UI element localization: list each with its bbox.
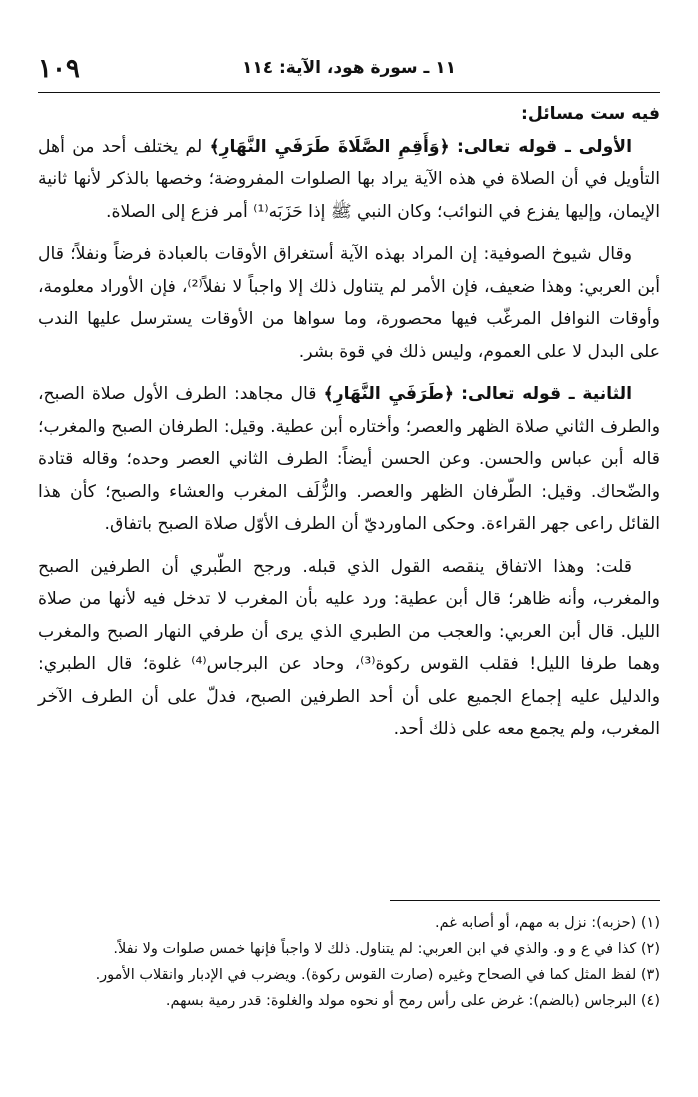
issue-heading-first: الأولى ـ قوله تعالى:: [457, 136, 632, 157]
paragraph-commentary: قلت: وهذا الاتفاق ينقصه القول الذي قبله. ورجح الطّبري أن الطرفين الصبح والمغرب، وأنه ظاهر؛ قال أبن عطية: ورد عليه بأن المغرب لا تدخل فيه لأنها من صلاة الليل. قال أبن العربي: والعجب من الطبري الذي يرى أن طرفي النهار الصبح والمغرب وهما طرفا الليل! فقلب القوس ركوة⁽³⁾، وحاد عن البرجاس⁽⁴⁾ غلوة؛ قال الطبري: والدليل عليه إجماع الجميع على أن أحد الطرفين الصبح، فدلّ على أن الطرف الآخر المغرب، ولم يجمع معه على ذلك أحد.: [38, 556, 660, 739]
main-text: [38, 98, 660, 746]
footnotes: [38, 910, 660, 1014]
footnote-divider: [390, 900, 660, 901]
section-intro: فيه ست مسائل:: [520, 104, 660, 124]
running-title: ١١ ـ سورة هود، الآية: ١١٤: [241, 58, 457, 78]
page-header: [38, 52, 660, 93]
footnote-item: (٣) لفظ المثل كما في الصحاح وغيره (صارت القوس ركوة). ويضرب في الإدبار وانقلاب الأمور.: [95, 967, 660, 983]
page-number: ١٠٩: [38, 54, 80, 84]
paragraph-text: لم يختلف أحد من أهل التأويل في أن الصلاة في هذه الآية يراد بها الصلوات المفروضة؛ وخصها بالذكر لأنها ثانية الإيمان، وإليها يفزع في النوائب؛ وكان النبي ﷺ إذا حَزَبَه⁽¹⁾ أمر فزع إلى الصلاة.: [38, 136, 660, 222]
quran-quote: ﴿وَأَقِمِ الصَّلَاةَ طَرَفَيِ النَّهَارِ﴾: [209, 136, 450, 157]
footnote-item: (٢) كذا في ع و و. والذي في ابن العربي: لم يتناول. ذلك لا واجباً فإنها خمس صلوات ولا نفلاً.: [113, 941, 660, 957]
paragraph-second-issue: [38, 378, 660, 541]
footnote-item: (٤) البرجاس (بالضم): غرض على رأس رمح أو نحوه مولد والغلوة: قدر رمية بسهم.: [165, 993, 660, 1009]
footnote-item: (١) (حزبه): نزل به مهم، أو أصابه غم.: [435, 915, 660, 931]
issue-heading-second: الثانية ـ قوله تعالى:: [461, 384, 632, 404]
quran-quote: ﴿طَرَفَيِ النَّهَارِ﴾: [323, 384, 455, 404]
paragraph-first-issue: [38, 131, 660, 229]
paragraph-sufi-view: وقال شيوخ الصوفية: إن المراد بهذه الآية أستغراق الأوقات بالعبادة فرضاً ونفلاً؛ قال أبن العربي: وهذا ضعيف، فإن الأمر لم يتناول ذلك إلا واجباً لا نفلاً⁽²⁾، فإن الأوراد معلومة، وأوقات النوافل المرغّب فيها محصورة، وما سواها من الأوقات يسترسل عليها الندب على البدل لا على العموم، وليس ذلك في قوة بشر.: [38, 244, 660, 362]
paragraph-text: قال مجاهد: الطرف الأول صلاة الصبح، والطرف الثاني صلاة الظهر والعصر؛ وأختاره أبن عطية. وقيل: الطرفان الصبح والمغرب؛ قاله أبن عباس والحسن. وعن الحسن أيضاً: الطرف الثاني العصر وحده؛ وقاله قتادة والضّحاك. وقيل: الطّرفان الظهر والعصر. والزُّلَف المغرب والعشاء والصبح؛ كأن هذا القائل راعى جهر القراءة. وحكى الماورديّ أن الطرف الأوّل صلاة الصبح باتفاق.: [38, 384, 660, 534]
